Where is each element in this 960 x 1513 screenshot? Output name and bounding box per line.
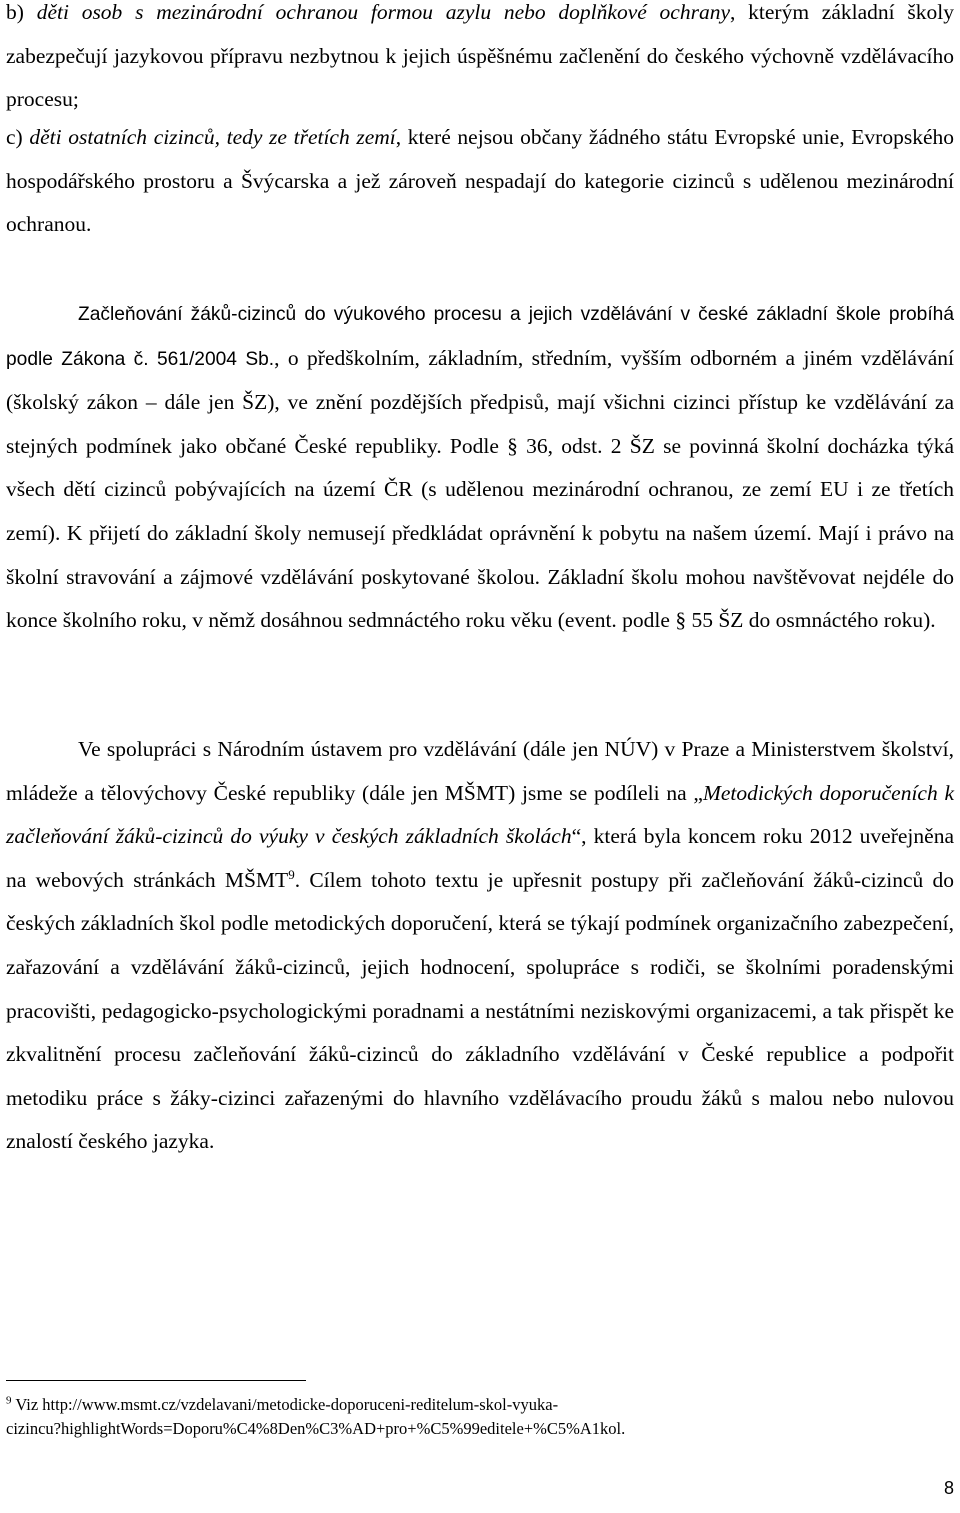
list-marker-b: b) xyxy=(6,0,37,24)
paragraph-school-act xyxy=(6,292,954,643)
paragraph-category-b xyxy=(6,0,954,122)
footnote-reference[interactable]: 9 xyxy=(288,866,295,882)
footnote-number: 9 xyxy=(6,1394,12,1407)
footnote xyxy=(6,1393,954,1441)
cooperation-text-c: . Cílem tohoto textu je upřesnit postupy při začleňování žáků-cizinců do českých základních škol podle metodických doporučení, která se týkají podmínek organizačního zabezpečení, zařazování a vzdělávání žáků-cizinců, jejich hodnocení, spolupráce s rodiči, se školními poradenskými pracovišti, pedagogicko-psychologickými poradnami a nestátními neziskovými organizacemi, a tak přispět ke zkvalitnění procesu začleňování žáků-cizinců do základního vzdělávání v České republice a podpořit metodiku práce s žáky-cizinci zařazenými do hlavního vzdělávacího proudu žáků s malou nebo nulovou znalostí českého jazyka. xyxy=(6,867,955,1154)
footnote-separator xyxy=(6,1380,306,1381)
category-b-text: , kterým základní školy zabezpečují jazykovou přípravu nezbytnou k jejich úspěšnému začlenění do českého výchovně vzdělávacího procesu; xyxy=(6,0,954,111)
footnote-line-1 xyxy=(6,1393,954,1417)
page-number: 8 xyxy=(943,1478,954,1498)
list-marker-c: c) xyxy=(6,125,30,149)
category-c-term: děti ostatních cizinců, tedy ze třetích zemí xyxy=(29,125,396,149)
methodology-title: Metodických doporučeních k začleňování žáků-cizinců do výuky v českých základních školách xyxy=(6,780,954,849)
cooperation-text-b: “, která byla koncem roku 2012 uveřejněna na webových stránkách MŠMT xyxy=(6,824,954,892)
footnote-url-part-2[interactable]: cizincu?highlightWords=Doporu%C4%8Den%C3%AD+pro+%C5%99editele+%C5%A1kol. xyxy=(6,1419,626,1438)
school-act-text: , o předškolním, základním, středním, vyšším odborném a jiném vzdělávání (školský zákon – dále jen ŠZ), ve znění pozdějších předpisů, mají všichni cizinci přístup ke vzdělávání za stejných podmínek jako občané České republiky. Podle § 36, odst. 2 ŠZ se povinná školní docházka týká všech dětí cizinců pobývajících na území ČR (s udělenou mezinárodní ochranou, ze zemí EU i ze třetích zemí). K přijetí do základní školy nemusejí předkládat oprávnění k pobytu na našem území. Mají i právo na školní stravování a zájmové vzdělávání poskytované školou. Základní školu mohou navštěvovat nejdéle do konce školního roku, v němž dosáhnou sedmnáctého roku věku (event. podle § 55 ŠZ do osmnáctého roku). xyxy=(6,345,954,633)
category-c-text: , které nejsou občany žádného státu Evropské unie, Evropského hospodářského prostoru a Švýcarska a jež zároveň nespadají do kategorie cizinců s udělenou mezinárodní ochranou. xyxy=(6,125,954,236)
cooperation-text-a: Ve spolupráci s Národním ústavem pro vzdělávání (dále jen NÚV) v Praze a Ministerstvem školství, mládeže a tělovýchovy České republiky (dále jen MŠMT) jsme se podíleli na „ xyxy=(6,737,954,805)
paragraph-cooperation xyxy=(6,728,954,1164)
footnote-url-part-1[interactable]: Viz http://www.msmt.cz/vzdelavani/metodicke-doporuceni-reditelum-skol-vyuka- xyxy=(11,1395,559,1414)
paragraph-category-c xyxy=(6,116,954,247)
school-act-intro: Začleňování žáků-cizinců do výukového procesu a jejich vzdělávání v české základní škole probíhá podle Zákona č. 561/2004 Sb. xyxy=(6,304,954,370)
category-b-term: děti osob s mezinárodní ochranou formou azylu nebo doplňkové ochrany xyxy=(36,0,730,24)
